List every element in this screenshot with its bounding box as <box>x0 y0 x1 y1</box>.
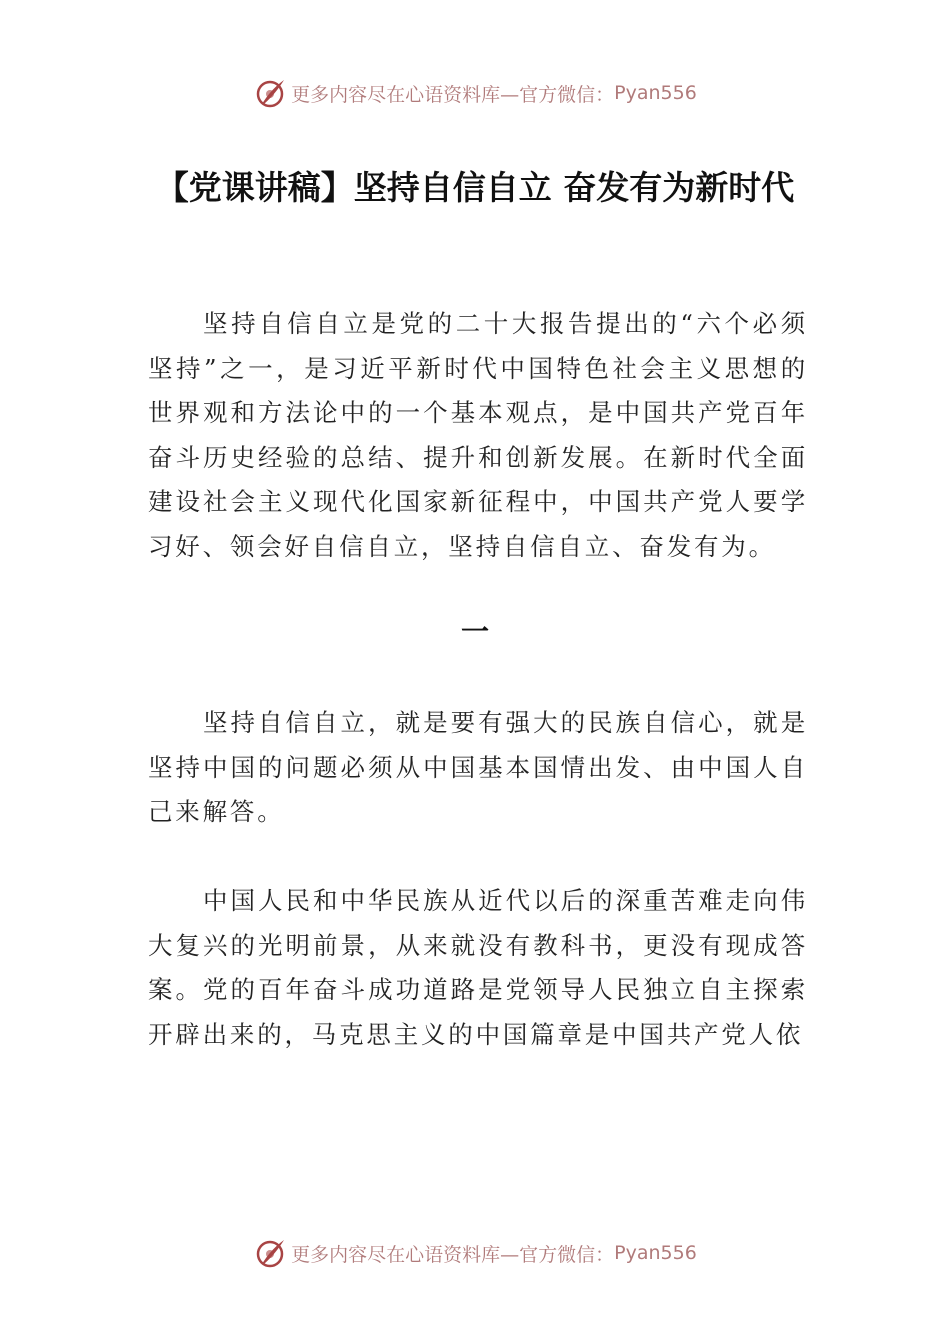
document-title: 【党课讲稿】坚持自信自立 奋发有为新时代 <box>155 168 795 207</box>
watermark-text: 更多内容尽在心语资料库—官方微信： <box>291 83 615 106</box>
paragraph-2: 坚持自信自立，就是要有强大的民族自信心，就是坚持中国的问题必须从中国基本国情出发、由中国人自己来解答。 <box>148 708 808 827</box>
header-watermark <box>0 71 950 115</box>
footer-watermark <box>0 1231 950 1275</box>
watermark-wechat-id: Pyan556 <box>614 1242 697 1264</box>
feather-circle-logo-icon <box>253 76 287 110</box>
feather-circle-logo-icon <box>253 1236 287 1270</box>
paragraph-3: 中国人民和中华民族从近代以后的深重苦难走向伟大复兴的光明前景，从来就没有教科书，更没有现成答案。党的百年奋斗成功道路是党领导人民独立自主探索开辟出来的，马克思主义的中国篇章是中国共产党人依 <box>148 886 808 1049</box>
section-number: 一 <box>460 615 489 648</box>
paragraph-1: 坚持自信自立是党的二十大报告提出的“六个必须坚持”之一，是习近平新时代中国特色社会主义思想的世界观和方法论中的一个基本观点，是中国共产党百年奋斗历史经验的总结、提升和创新发展。在新时代全面建设社会主义现代化国家新征程中，中国共产党人要学习好、领会好自信自立，坚持自信自立、奋发有为。 <box>148 309 808 561</box>
watermark-text: 更多内容尽在心语资料库—官方微信： <box>291 1243 615 1266</box>
watermark-wechat-id: Pyan556 <box>614 82 697 104</box>
